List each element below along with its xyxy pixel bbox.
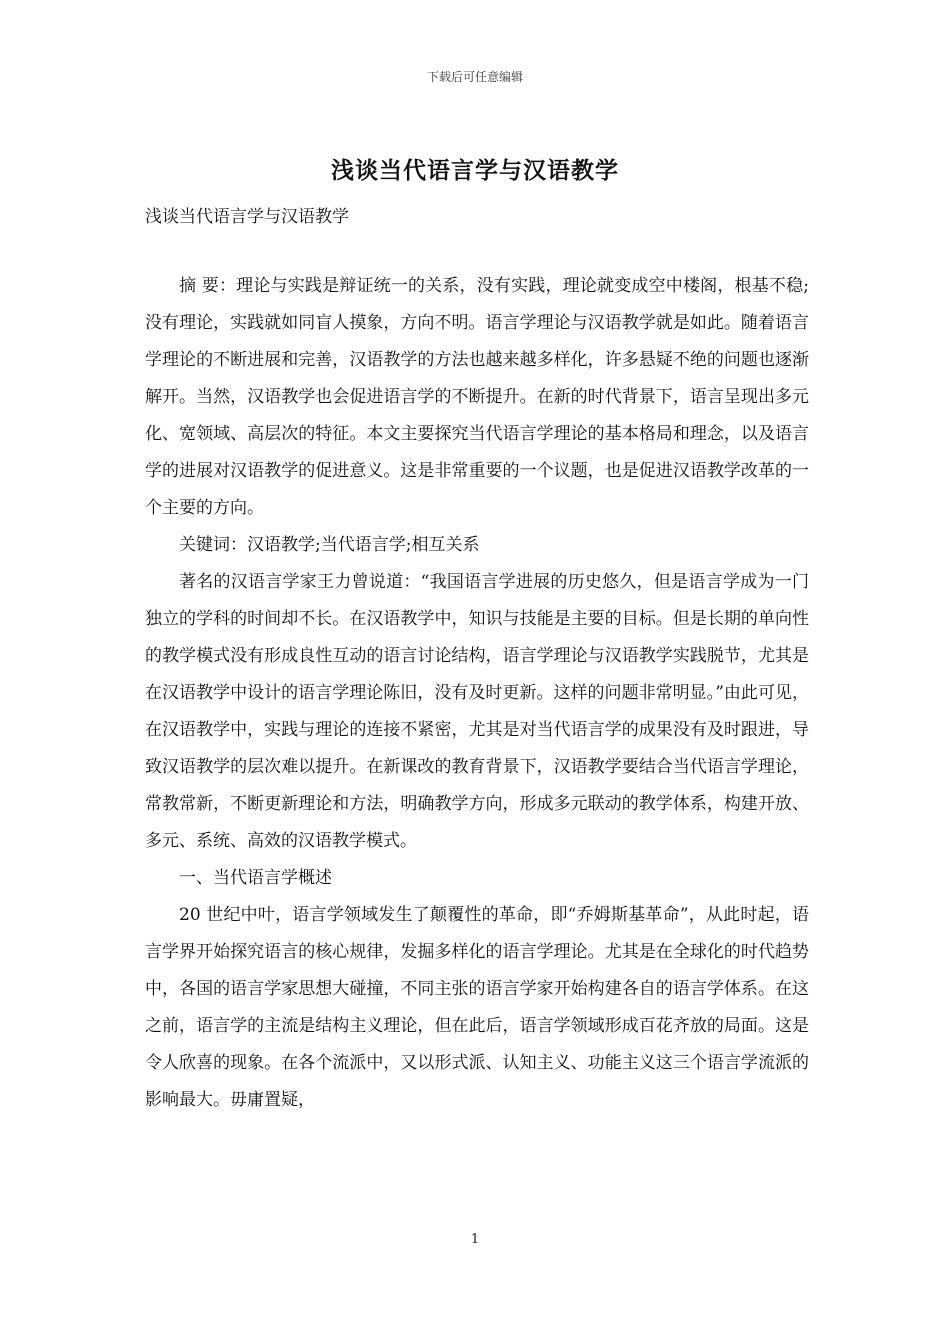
document-title: 浅谈当代语言学与汉语教学 [331,157,619,184]
document-subtitle: 浅谈当代语言学与汉语教学 [145,207,349,227]
body-paragraph: 著名的汉语言学家王力曾说道：“我国语言学进展的历史悠久，但是语言学成为一门独立的学科的时间却不长。在汉语教学中，知识与技能是主要的目标。但是长期的单向性的教学模式没有形成良性互动的语言讨论结构，语言学理论与汉语教学实践脱节，尤其是在汉语教学中设计的语言学理论陈旧，没有及时更新。这样的问题非常明显。”由此可见，在汉语教学中，实践与理论的连接不紧密，尤其是对当代语言学的成果没有及时跟进，导致汉语教学的层次难以提升。在新课改的教育背景下，汉语教学要结合当代语言学理论，常教常新，不断更新理论和方法，明确教学方向，形成多元联动的教学体系，构建开放、多元、系统、高效的汉语教学模式。 [145,572,809,851]
keywords-paragraph: 关键词：汉语教学;当代语言学;相互关系 [179,535,480,555]
page-number: 1 [470,1232,480,1247]
abstract-paragraph: 摘 要：理论与实践是辩证统一的关系，没有实践，理论就变成空中楼阁，根基不稳;没有理论，实践就如同盲人摸象，方向不明。语言学理论与汉语教学就是如此。随着语言学理论的不断进展和完善，汉语教学的方法也越来越多样化，许多悬疑不绝的问题也逐渐解开。当然，汉语教学也会促进语言学的不断提升。在新的时代背景下，语言呈现出多元化、宽领域、高层次的特征。本文主要探究当代语言学理论的基本格局和理念，以及语言学的进展对汉语教学的促进意义。这是非常重要的一个议题，也是促进汉语教学改革的一个主要的方向。 [145,276,809,518]
section-heading: 一、当代语言学概述 [179,868,332,888]
document-body [145,268,809,1119]
header-note: 下载后可任意编辑 [426,70,523,84]
body-paragraph: 20 世纪中叶，语言学领域发生了颠覆性的革命，即“乔姆斯基革命”，从此时起，语言学界开始探究语言的核心规律，发掘多样化的语言学理论。尤其是在全球化的时代趋势中，各国的语言学家思想大碰撞，不同主张的语言学家开始构建各自的语言学体系。在这之前，语言学的主流是结构主义理论，但在此后，语言学领域形成百花齐放的局面。这是令人欣喜的现象。在各个流派中，又以形式派、认知主义、功能主义这三个语言学流派的影响最大。毋庸置疑， [145,905,809,1110]
